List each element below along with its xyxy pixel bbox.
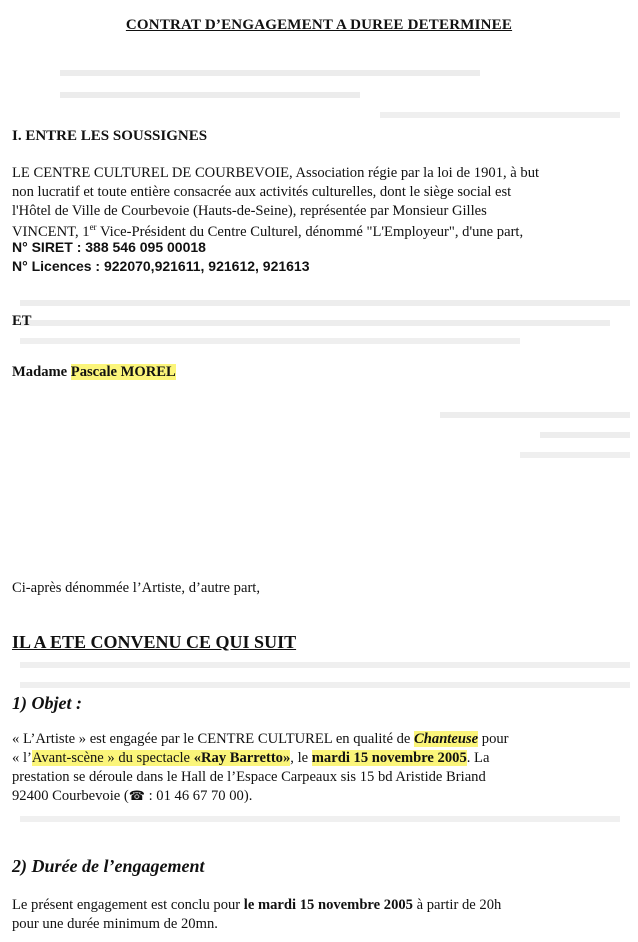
siret-number: N° SIRET : 388 546 095 00018: [12, 239, 206, 255]
engagement-date: le mardi 15 novembre 2005: [243, 897, 413, 913]
duree-line-1: Le présent engagement est conclu pour le mardi 15 novembre 2005 à partir de 20h: [12, 897, 502, 913]
contract-title: CONTRAT D’ENGAGEMENT A DUREE DETERMINEE: [125, 17, 513, 33]
bleed-through-mark: [60, 92, 360, 98]
bleed-through-mark: [20, 816, 620, 822]
artist-role: Chanteuse: [414, 731, 479, 747]
employer-line-1: LE CENTRE CULTUREL DE COURBEVOIE, Association régie par la loi de 1901, à but: [12, 165, 540, 181]
bleed-through-mark: [540, 432, 630, 438]
bleed-through-mark: [60, 70, 480, 76]
artist-name: Pascale MOREL: [70, 364, 176, 380]
objet-line-2: « l’Avant-scène » du spectacle «Ray Barretto», le mardi 15 novembre 2005. La: [12, 750, 490, 766]
bleed-through-mark: [20, 338, 520, 344]
artist-name-line: Madame Pascale MOREL: [12, 364, 176, 380]
show-name: «Ray Barretto»: [193, 750, 291, 766]
objet-line-4: 92400 Courbevoie (☎ : 01 46 67 70 00).: [12, 788, 253, 804]
objet-line-3: prestation se déroule dans le Hall de l’Espace Carpeaux sis 15 bd Aristide Briand: [12, 769, 486, 785]
telephone-icon: ☎: [128, 788, 145, 803]
bleed-through-mark: [440, 412, 630, 418]
licence-numbers: N° Licences : 922070,921611, 921612, 921613: [12, 258, 310, 274]
duree-line-2: pour une durée minimum de 20mn.: [12, 916, 218, 932]
artist-designation: Ci-après dénommée l’Artiste, d’autre part,: [12, 580, 261, 596]
section-heading-parties: I. ENTRE LES SOUSSIGNES: [12, 128, 208, 144]
bleed-through-mark: [520, 452, 630, 458]
objet-line-1: « L’Artiste » est engagée par le CENTRE CULTUREL en qualité de Chanteuse pour: [12, 731, 509, 747]
bleed-through-mark: [20, 662, 630, 668]
bleed-through-mark: [20, 320, 610, 326]
section-heading-duree: 2) Durée de l’engagement: [12, 856, 205, 876]
employer-line-4: VINCENT, 1er Vice-Président du Centre Culturel, dénommé "L'Employeur", d'une part,: [12, 222, 524, 240]
agreed-heading: IL A ETE CONVENU CE QUI SUIT: [12, 632, 297, 652]
bleed-through-mark: [20, 682, 630, 688]
bleed-through-mark: [380, 112, 620, 118]
section-heading-objet: 1) Objet :: [12, 693, 82, 713]
and-separator: ET: [12, 313, 32, 329]
bleed-through-mark: [20, 300, 630, 306]
performance-date: mardi 15 novembre 2005: [311, 750, 467, 766]
employer-line-3: l'Hôtel de Ville de Courbevoie (Hauts-de-Seine), représentée par Monsieur Gilles: [12, 203, 487, 219]
employer-line-2: non lucratif et toute entière consacrée aux activités culturelles, dont le siège social est: [12, 184, 512, 200]
